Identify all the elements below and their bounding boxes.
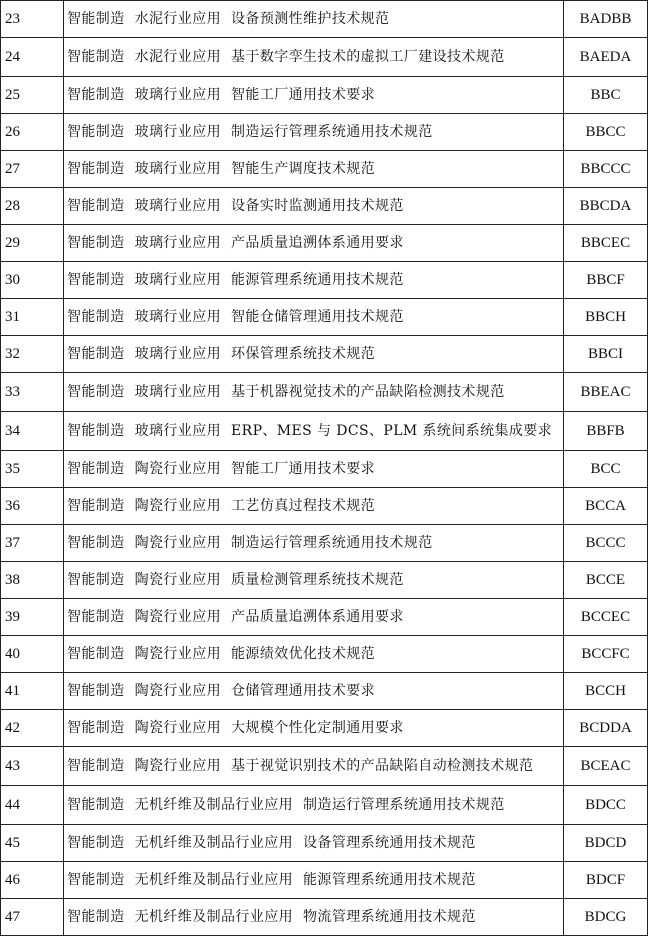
table-row <box>1 225 648 262</box>
row-number: 29 <box>1 225 64 262</box>
table-row <box>1 299 648 336</box>
standard-name <box>64 899 564 936</box>
standard-category: 智能制造 <box>67 758 125 774</box>
table-row <box>1 825 648 862</box>
row-number: 35 <box>1 451 64 488</box>
table-row <box>1 636 648 673</box>
standard-industry: 陶瓷行业应用 <box>134 609 222 625</box>
table-row <box>1 373 648 412</box>
table-row <box>1 77 648 114</box>
standard-title: 仓储管理通用技术要求 <box>231 683 376 699</box>
row-number: 39 <box>1 599 64 636</box>
standard-category: 智能制造 <box>67 872 125 888</box>
row-number: 42 <box>1 710 64 747</box>
standard-industry: 无机纤维及制品行业应用 <box>134 872 294 888</box>
standard-name <box>64 562 564 599</box>
row-number: 37 <box>1 525 64 562</box>
row-number: 23 <box>1 1 64 38</box>
table-row <box>1 862 648 899</box>
standard-title: 智能生产调度技术规范 <box>231 161 376 177</box>
standard-industry: 玻璃行业应用 <box>134 346 222 362</box>
standard-title: 智能工厂通用技术要求 <box>231 87 376 103</box>
table-row <box>1 786 648 825</box>
standard-title: 设备管理系统通用技术规范 <box>303 835 476 851</box>
standard-category: 智能制造 <box>67 683 125 699</box>
standard-category: 智能制造 <box>67 161 125 177</box>
standard-industry: 陶瓷行业应用 <box>134 683 222 699</box>
standard-category: 智能制造 <box>67 609 125 625</box>
standard-name <box>64 710 564 747</box>
standard-industry: 玻璃行业应用 <box>134 423 222 439</box>
standard-title: 产品质量追溯体系通用要求 <box>231 235 404 251</box>
standard-category: 智能制造 <box>67 384 125 400</box>
row-number: 31 <box>1 299 64 336</box>
row-number: 26 <box>1 114 64 151</box>
standard-code: BCCFC <box>564 636 648 673</box>
standard-title: 设备预测性维护技术规范 <box>231 11 390 27</box>
standard-code: BBCEC <box>564 225 648 262</box>
standard-name <box>64 673 564 710</box>
standard-industry: 无机纤维及制品行业应用 <box>134 909 294 925</box>
standard-industry: 无机纤维及制品行业应用 <box>134 835 294 851</box>
row-number: 25 <box>1 77 64 114</box>
standard-industry: 水泥行业应用 <box>134 11 222 27</box>
row-number: 32 <box>1 336 64 373</box>
standard-code: BDCC <box>564 786 648 825</box>
table-row <box>1 336 648 373</box>
standard-title: 基于视觉识别技术的产品缺陷自动检测技术规范 <box>231 758 534 774</box>
standard-title: 大规模个性化定制通用要求 <box>231 720 404 736</box>
standard-code: BBFB <box>564 412 648 451</box>
row-number: 38 <box>1 562 64 599</box>
standard-category: 智能制造 <box>67 461 125 477</box>
standard-category: 智能制造 <box>67 909 125 925</box>
table-row <box>1 114 648 151</box>
standard-industry: 玻璃行业应用 <box>134 161 222 177</box>
standard-title: 基于机器视觉技术的产品缺陷检测技术规范 <box>231 384 505 400</box>
row-number: 41 <box>1 673 64 710</box>
standard-name <box>64 412 564 451</box>
standard-title: 质量检测管理系统技术规范 <box>231 572 404 588</box>
standard-industry: 玻璃行业应用 <box>134 235 222 251</box>
standard-name <box>64 77 564 114</box>
standard-category: 智能制造 <box>67 49 125 65</box>
standard-category: 智能制造 <box>67 720 125 736</box>
standard-name <box>64 151 564 188</box>
row-number: 45 <box>1 825 64 862</box>
standard-title: 基于数字孪生技术的虚拟工厂建设技术规范 <box>231 49 505 65</box>
row-number: 36 <box>1 488 64 525</box>
table-row <box>1 151 648 188</box>
row-number: 43 <box>1 747 64 786</box>
standard-industry: 玻璃行业应用 <box>134 124 222 140</box>
standard-name <box>64 1 564 38</box>
row-number: 27 <box>1 151 64 188</box>
standard-code: BDCD <box>564 825 648 862</box>
standard-category: 智能制造 <box>67 272 125 288</box>
standard-title: 智能工厂通用技术要求 <box>231 461 376 477</box>
standard-code: BADBB <box>564 1 648 38</box>
row-number: 46 <box>1 862 64 899</box>
standard-code: BCDDA <box>564 710 648 747</box>
standard-industry: 玻璃行业应用 <box>134 272 222 288</box>
standard-title: 能源绩效优化技术规范 <box>231 646 376 662</box>
standard-name <box>64 488 564 525</box>
standard-name <box>64 636 564 673</box>
row-number: 34 <box>1 412 64 451</box>
standard-category: 智能制造 <box>67 646 125 662</box>
standard-code: BAEDA <box>564 38 648 77</box>
standard-title: 能源管理系统通用技术规范 <box>303 872 476 888</box>
standard-name <box>64 862 564 899</box>
standard-category: 智能制造 <box>67 198 125 214</box>
standard-industry: 陶瓷行业应用 <box>134 720 222 736</box>
standard-industry: 水泥行业应用 <box>134 49 222 65</box>
standard-code: BCCEC <box>564 599 648 636</box>
row-number: 44 <box>1 786 64 825</box>
standard-title: 环保管理系统技术规范 <box>231 346 376 362</box>
standard-name <box>64 38 564 77</box>
standard-category: 智能制造 <box>67 797 125 813</box>
table-row <box>1 747 648 786</box>
standard-category: 智能制造 <box>67 124 125 140</box>
standard-code: BBCCC <box>564 151 648 188</box>
standard-title: 制造运行管理系统通用技术规范 <box>231 124 433 140</box>
standards-table-body <box>1 1 648 936</box>
row-number: 47 <box>1 899 64 936</box>
standard-category: 智能制造 <box>67 423 125 439</box>
standard-name <box>64 825 564 862</box>
standard-industry: 陶瓷行业应用 <box>134 572 222 588</box>
standard-code: BCCE <box>564 562 648 599</box>
table-row <box>1 412 648 451</box>
standard-title: 产品质量追溯体系通用要求 <box>231 609 404 625</box>
standard-title: 制造运行管理系统通用技术规范 <box>231 535 433 551</box>
table-row <box>1 710 648 747</box>
row-number: 33 <box>1 373 64 412</box>
standard-industry: 陶瓷行业应用 <box>134 461 222 477</box>
standard-industry: 陶瓷行业应用 <box>134 535 222 551</box>
standard-code: BDCF <box>564 862 648 899</box>
row-number: 28 <box>1 188 64 225</box>
table-row <box>1 899 648 936</box>
standard-name <box>64 114 564 151</box>
row-number: 40 <box>1 636 64 673</box>
row-number: 30 <box>1 262 64 299</box>
standard-code: BBCI <box>564 336 648 373</box>
standard-title: 工艺仿真过程技术规范 <box>231 498 376 514</box>
standard-name <box>64 747 564 786</box>
table-row <box>1 451 648 488</box>
standard-category: 智能制造 <box>67 87 125 103</box>
standard-title: 设备实时监测通用技术规范 <box>231 198 404 214</box>
standard-industry: 陶瓷行业应用 <box>134 758 222 774</box>
standard-name <box>64 299 564 336</box>
standard-title: 智能仓储管理通用技术规范 <box>231 309 404 325</box>
standard-code: BCCC <box>564 525 648 562</box>
standard-name <box>64 188 564 225</box>
table-row <box>1 673 648 710</box>
standard-name <box>64 786 564 825</box>
table-row <box>1 1 648 38</box>
standard-code: BCEAC <box>564 747 648 786</box>
table-row <box>1 562 648 599</box>
standard-name <box>64 525 564 562</box>
standard-category: 智能制造 <box>67 235 125 251</box>
standard-code: BCC <box>564 451 648 488</box>
standard-category: 智能制造 <box>67 572 125 588</box>
standard-category: 智能制造 <box>67 535 125 551</box>
standard-category: 智能制造 <box>67 835 125 851</box>
table-row <box>1 262 648 299</box>
standard-name <box>64 262 564 299</box>
table-row <box>1 525 648 562</box>
standard-code: BBC <box>564 77 648 114</box>
standard-industry: 陶瓷行业应用 <box>134 646 222 662</box>
standard-title: 物流管理系统通用技术规范 <box>303 909 476 925</box>
standard-name <box>64 373 564 412</box>
row-number: 24 <box>1 38 64 77</box>
standard-code: BCCH <box>564 673 648 710</box>
standard-name <box>64 599 564 636</box>
standard-industry: 玻璃行业应用 <box>134 384 222 400</box>
standard-industry: 陶瓷行业应用 <box>134 498 222 514</box>
standard-name <box>64 451 564 488</box>
standard-name <box>64 336 564 373</box>
standard-industry: 玻璃行业应用 <box>134 198 222 214</box>
standard-category: 智能制造 <box>67 309 125 325</box>
standard-code: BBCC <box>564 114 648 151</box>
standard-industry: 玻璃行业应用 <box>134 309 222 325</box>
standard-industry: 无机纤维及制品行业应用 <box>134 797 294 813</box>
standard-code: BDCG <box>564 899 648 936</box>
standard-code: BBEAC <box>564 373 648 412</box>
standard-name <box>64 225 564 262</box>
table-row <box>1 599 648 636</box>
standard-category: 智能制造 <box>67 346 125 362</box>
standard-title: ERP、MES 与 DCS、PLM 系统间系统集成要求 <box>231 423 553 439</box>
table-row <box>1 188 648 225</box>
standard-category: 智能制造 <box>67 11 125 27</box>
standard-code: BBCF <box>564 262 648 299</box>
standard-code: BBCH <box>564 299 648 336</box>
standard-title: 制造运行管理系统通用技术规范 <box>303 797 505 813</box>
table-row <box>1 38 648 77</box>
table-row <box>1 488 648 525</box>
standard-code: BBCDA <box>564 188 648 225</box>
standard-industry: 玻璃行业应用 <box>134 87 222 103</box>
standard-category: 智能制造 <box>67 498 125 514</box>
standard-code: BCCA <box>564 488 648 525</box>
standard-title: 能源管理系统通用技术规范 <box>231 272 404 288</box>
